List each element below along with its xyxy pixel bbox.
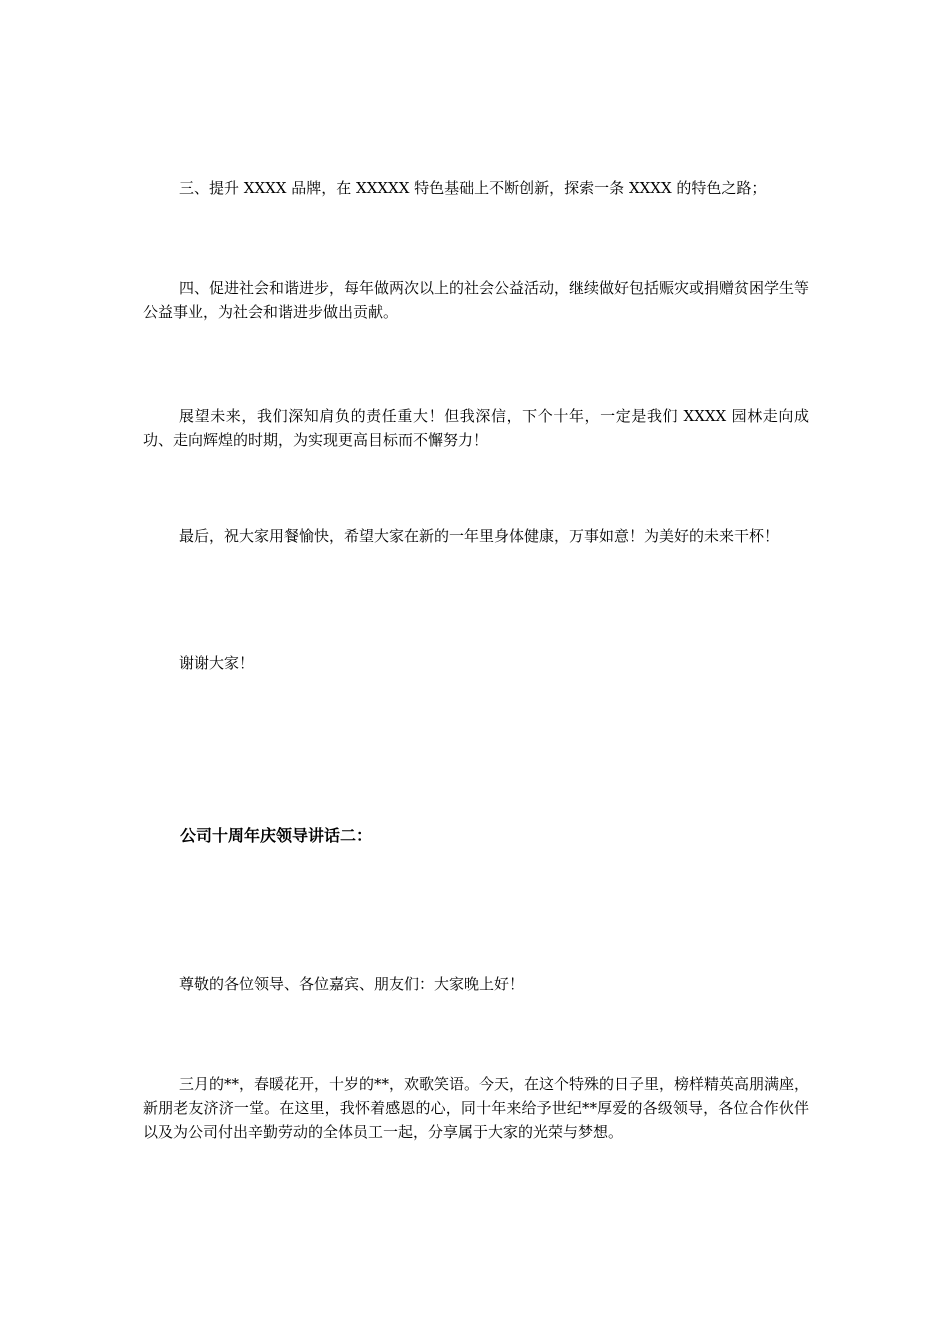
paragraph-greeting: 尊敬的各位领导、各位嘉宾、朋友们：大家晚上好！ xyxy=(179,975,525,993)
paragraph-brand-innovation: 三、提升 XXXX 品牌，在 XXXXX 特色基础上不断创新，探索一条 XXXX 的特色之路； xyxy=(179,179,767,197)
paragraph-toast: 最后，祝大家用餐愉快，希望大家在新的一年里身体健康，万事如意！为美好的未来干杯！ xyxy=(179,527,780,545)
paragraph-social-harmony: 四、促进社会和谐进步，每年做两次以上的社会公益活动，继续做好包括赈灾或捐赠贫困学生等公益事业，为社会和谐进步做出贡献。 xyxy=(143,279,810,321)
paragraph-outlook: 展望未来，我们深知肩负的责任重大！但我深信，下个十年，一定是我们 XXXX 园林走向成功、走向辉煌的时期，为实现更高目标而不懈努力！ xyxy=(143,407,809,449)
paragraph-opening: 三月的**，春暖花开，十岁的**，欢歌笑语。今天，在这个特殊的日子里，榜样精英高朋满座，新朋老友济济一堂。在这里，我怀着感恩的心，同十年来给予世纪**厚爱的各级领导，各位合作伙伴以及为公司付出辛勤劳动的全体员工一起，分享属于大家的光荣与梦想。 xyxy=(143,1075,810,1141)
paragraph-thanks: 谢谢大家！ xyxy=(179,654,255,672)
section-heading: 公司十周年庆领导讲话二： xyxy=(180,826,373,845)
